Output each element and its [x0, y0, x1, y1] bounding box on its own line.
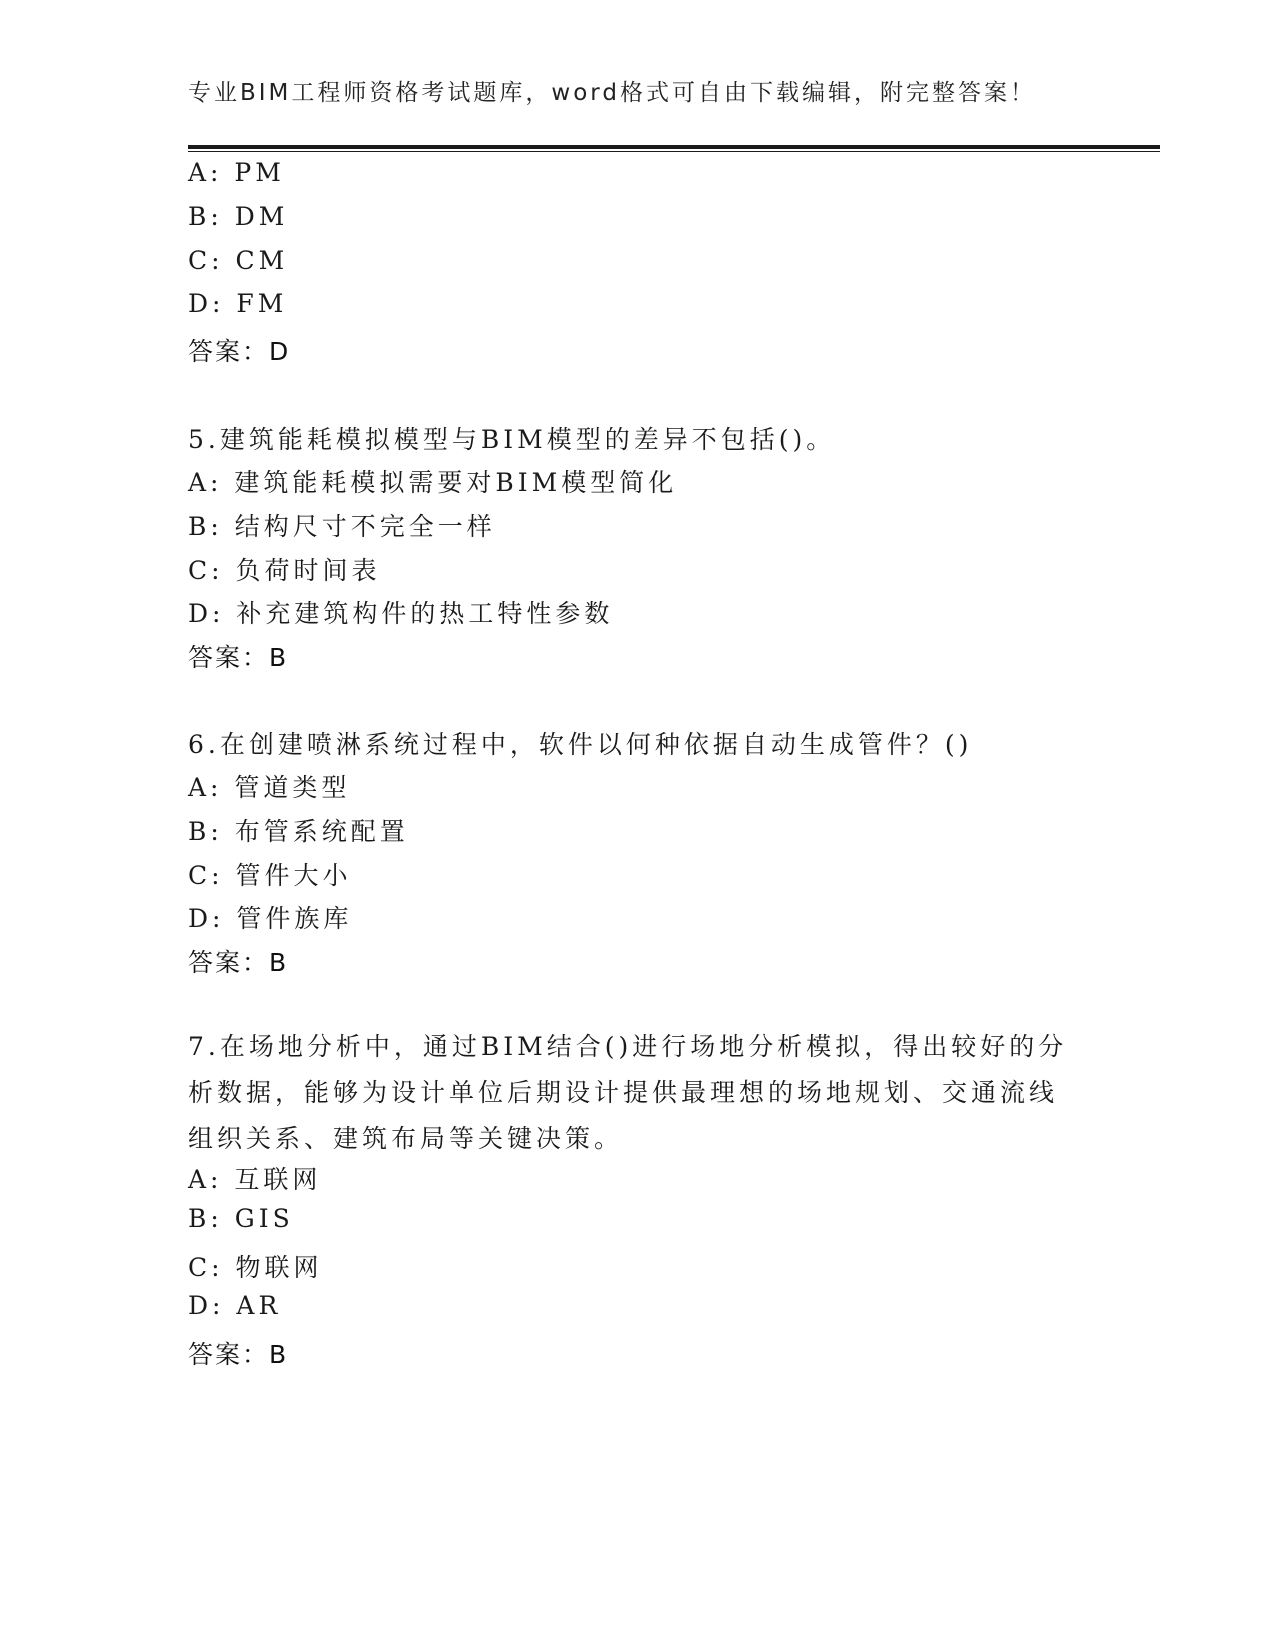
q7-option-a: A: 互联网 — [188, 1165, 322, 1194]
q6-option-b: B: 布管系统配置 — [188, 817, 409, 846]
q5-answer: 答案：B — [188, 643, 289, 672]
q6-option-c: C: 管件大小 — [188, 861, 352, 890]
q7-stem: 7.在场地分析中，通过BIM结合()进行场地分析模拟，得出较好的分析数据，能够为设计单位后期设计提供最理想的场地规划、交通流线组织关系、建筑布局等关键决策。 — [188, 1032, 1068, 1153]
q5-option-a: A: 建筑能耗模拟需要对BIM模型简化 — [188, 468, 678, 497]
q5-option-c: C: 负荷时间表 — [188, 556, 381, 585]
q4-option-a: A: PM — [188, 158, 285, 187]
q5-stem: 5.建筑能耗模拟模型与BIM模型的差异不包括()。 — [188, 425, 836, 454]
q5-option-b: B: 结构尺寸不完全一样 — [188, 512, 496, 541]
q7-option-c: C: 物联网 — [188, 1253, 323, 1282]
q5-option-d: D: 补充建筑构件的热工特性参数 — [188, 599, 614, 628]
q7-option-d: D: AR — [188, 1291, 282, 1320]
q6-option-d: D: 管件族库 — [188, 904, 353, 933]
q6-stem: 6.在创建喷淋系统过程中，软件以何种依据自动生成管件？() — [188, 730, 973, 759]
header-rule-thick — [188, 145, 1160, 149]
q6-answer: 答案：B — [188, 948, 289, 977]
q4-answer: 答案：D — [188, 337, 291, 366]
q4-option-c: C: CM — [188, 246, 289, 275]
q4-option-b: B: DM — [188, 202, 289, 231]
q7-answer: 答案：B — [188, 1340, 289, 1369]
q6-option-a: A: 管道类型 — [188, 773, 351, 802]
header-rule-thin — [188, 151, 1160, 152]
page-header: 专业BIM工程师资格考试题库，word格式可自由下载编辑，附完整答案！ — [188, 80, 1036, 106]
q4-option-d: D: FM — [188, 289, 288, 318]
q7-option-b: B: GIS — [188, 1204, 294, 1233]
